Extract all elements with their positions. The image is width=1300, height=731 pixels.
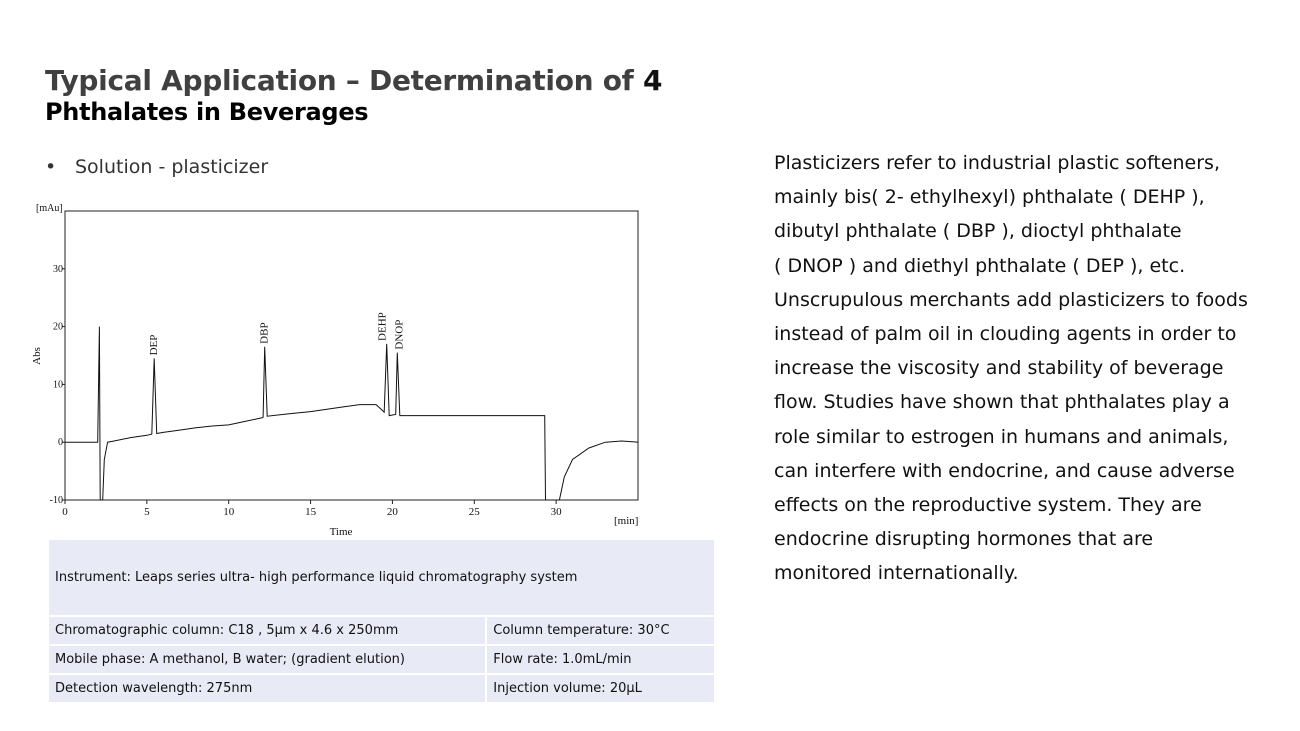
description-line: flow. Studies have shown that phthalates play a — [774, 391, 1230, 414]
title-number: 4 — [643, 64, 663, 97]
page-subtitle: Phthalates in Beverages — [45, 98, 369, 126]
y-unit-label: [mAu] — [36, 203, 63, 214]
column-cell: Chromatographic column: C18 , 5μm x 4.6 x 250mm — [49, 617, 487, 646]
detection-wavelength-cell: Detection wavelength: 275nm — [49, 675, 487, 704]
x-tick-label: 30 — [550, 506, 562, 518]
column-temperature-cell: Column temperature: 30°C — [487, 617, 714, 646]
y-tick-label: 0 — [58, 437, 63, 449]
x-tick-label: 5 — [144, 506, 150, 518]
description-line: Plasticizers refer to industrial plastic softeners, — [774, 152, 1220, 174]
bullet-symbol: • — [45, 156, 57, 178]
axis-ticks — [50, 264, 562, 518]
title-line1: Typical Application – Determination of — [45, 64, 634, 97]
description-line: endocrine disrupting hormones that are — [774, 528, 1154, 551]
flow-rate-cell: Flow rate: 1.0mL/min — [487, 646, 714, 675]
y-tick-label: 10 — [53, 379, 63, 391]
x-axis-label: Time — [329, 526, 353, 538]
description-line: mainly bis( 2- ethylhexyl) phthalate ( DEHP ), — [774, 186, 1205, 209]
peak-label-dnop: DNOP — [393, 319, 406, 350]
x-tick-label: 10 — [223, 506, 235, 518]
peak-label-dehp: DEHP — [376, 312, 389, 341]
x-tick-label: 20 — [386, 506, 398, 518]
bullet-text: Solution - plasticizer — [75, 156, 269, 178]
peak-label-dbp: DBP — [258, 322, 271, 344]
description-line: monitored internationally. — [774, 562, 1019, 585]
description-line: can interfere with endocrine, and cause adverse — [774, 459, 1235, 482]
solution-bullet — [45, 156, 268, 178]
description-line: effects on the reproductive system. They are — [774, 494, 1202, 517]
peak-labels — [148, 312, 405, 355]
injection-volume-cell: Injection volume: 20μL — [487, 675, 714, 704]
chromatogram-chart — [28, 200, 648, 540]
page-title — [45, 64, 662, 97]
y-axis-label: Abs — [31, 347, 43, 365]
x-unit-label: [min] — [614, 515, 639, 527]
mobile-phase-cell: Mobile phase: A methanol, B water; (gradient elution) — [49, 646, 487, 675]
description-line: Unscrupulous merchants add plasticizers to foods — [774, 288, 1248, 311]
x-tick-label: 0 — [62, 506, 68, 518]
description-line: dibutyl phthalate ( DBP ), dioctyl phthalate — [774, 220, 1182, 243]
y-tick-label: 30 — [53, 263, 63, 275]
instrument-cell: Instrument: Leaps series ultra- high performance liquid chromatography system — [49, 540, 714, 617]
description-line: increase the viscosity and stability of beverage — [774, 357, 1224, 380]
x-tick-label: 25 — [468, 506, 480, 518]
description-line: role similar to estrogen in humans and animals, — [774, 425, 1229, 448]
description-line: ( DNOP ) and diethyl phthalate ( DEP ), etc. — [774, 254, 1186, 277]
instrument-parameters-table — [49, 540, 714, 704]
description-paragraph — [774, 146, 1248, 591]
y-tick-label: 20 — [53, 321, 63, 333]
description-line: instead of palm oil in clouding agents in order to — [774, 323, 1237, 346]
y-tick-label: -10 — [49, 495, 63, 506]
x-tick-label: 15 — [305, 506, 317, 518]
peak-label-dep: DEP — [148, 334, 161, 356]
